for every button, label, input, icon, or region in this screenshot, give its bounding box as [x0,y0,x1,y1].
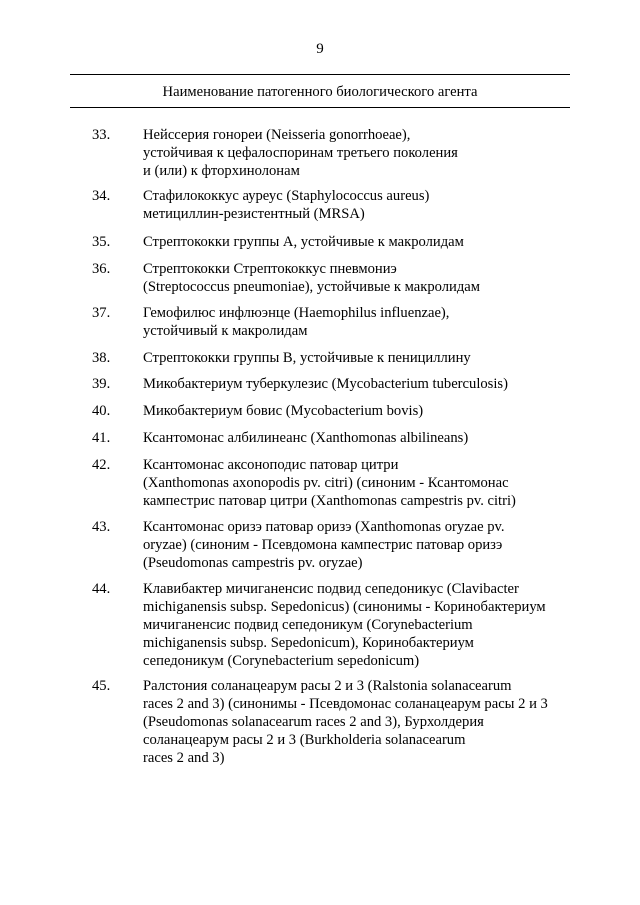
entry-text-line: Микобактериум туберкулезис (Mycobacterium tuberculosis) [143,376,508,392]
entry-text [143,233,583,251]
entry-text [143,126,583,180]
entry-text [143,187,583,223]
entry-number: 41. [92,430,111,446]
entry-text-line: Стафилококкус ауреус (Staphylococcus aureus) [143,188,430,204]
entry-text-line: устойчивый к макролидам [143,323,308,339]
entry-text-line: Ксантомонас оризэ патовар оризэ (Xanthomonas oryzae pv. [143,519,505,535]
page-number: 9 [316,41,324,57]
entry-text-line: (Pseudomonas campestris pv. oryzae) [143,555,363,571]
entry-text-line: (Pseudomonas solanacearum races 2 and 3), Бурхолдерия [143,714,484,730]
entry-text-line: и (или) к фторхинолонам [143,163,300,179]
entry-number: 43. [92,519,111,535]
entry-number: 34. [92,188,111,204]
entry-text-line: мичиганенсис подвид сепедоникум (Corynebacterium [143,617,473,633]
entry-number: 35. [92,234,111,250]
entry-number: 36. [92,261,111,277]
entry-number: 40. [92,403,111,419]
entry-text-line: метициллин-резистентный (MRSA) [143,206,365,222]
entry-number: 33. [92,127,111,143]
entry-text-line: кампестрис патовар цитри (Xanthomonas campestris pv. citri) [143,493,516,509]
entry-text-line: Гемофилюс инфлюэнце (Haemophilus influenzae), [143,305,450,321]
entry-text [143,402,583,420]
entry-number: 42. [92,457,111,473]
entry-text-line: (Streptococcus pneumoniae), устойчивые к макролидам [143,279,480,295]
entry-text [143,677,583,767]
entry-text-line: сепедоникум (Corynebacterium sepedonicum) [143,653,420,669]
entry-text [143,456,583,510]
entry-text-line: Ксантомонас албилинеанс (Xanthomonas albilineans) [143,430,469,446]
entry-text-line: Стрептококки группы A, устойчивые к макролидам [143,234,464,250]
entry-number: 37. [92,305,111,321]
entry-text-line: races 2 and 3) [143,750,225,766]
entry-number: 38. [92,350,111,366]
entry-text [143,304,583,340]
table-column-header: Наименование патогенного биологического агента [162,84,478,100]
entry-text-line: Микобактериум бовис (Mycobacterium bovis) [143,403,424,419]
entry-text [143,349,583,367]
entry-text [143,518,583,572]
entry-text-line: Стрептококки группы B, устойчивые к пенициллину [143,350,471,366]
entry-text [143,429,583,447]
entry-text [143,375,583,393]
entry-text [143,260,583,296]
entry-text-line: соланацеарум расы 2 и 3 (Burkholderia solanacearum [143,732,466,748]
entry-text-line: michiganensis subsp. Sepedonicum), Коринобактериум [143,635,474,651]
entry-number: 45. [92,678,111,694]
entry-text-line: Стрептококки Стрептококкус пневмониэ [143,261,397,277]
entry-text [143,580,583,670]
entry-text-line: Ксантомонас аксоноподис патовар цитри [143,457,399,473]
entry-number: 44. [92,581,111,597]
entry-text-line: Ралстония соланацеарум расы 2 и 3 (Ralstonia solanacearum [143,678,512,694]
entry-text-line: oryzae) (синоним - Псевдомона кампестрис патовар оризэ [143,537,503,553]
entry-text-line: michiganensis subsp. Sepedonicus) (синонимы - Коринобактериум [143,599,546,615]
entry-text-line: Клавибактер мичиганенсис подвид сепедоникус (Clavibacter [143,581,519,597]
entry-text-line: races 2 and 3) (синонимы - Псевдомонас соланацеарум расы 2 и 3 [143,696,548,712]
entry-text-line: Нейссерия гонореи (Neisseria gonorrhoeae), [143,127,411,143]
entry-text-line: устойчивая к цефалоспоринам третьего поколения [143,145,458,161]
entry-text-line: (Xanthomonas axonopodis pv. citri) (синоним - Ксантомонас [143,475,509,491]
entry-number: 39. [92,376,111,392]
